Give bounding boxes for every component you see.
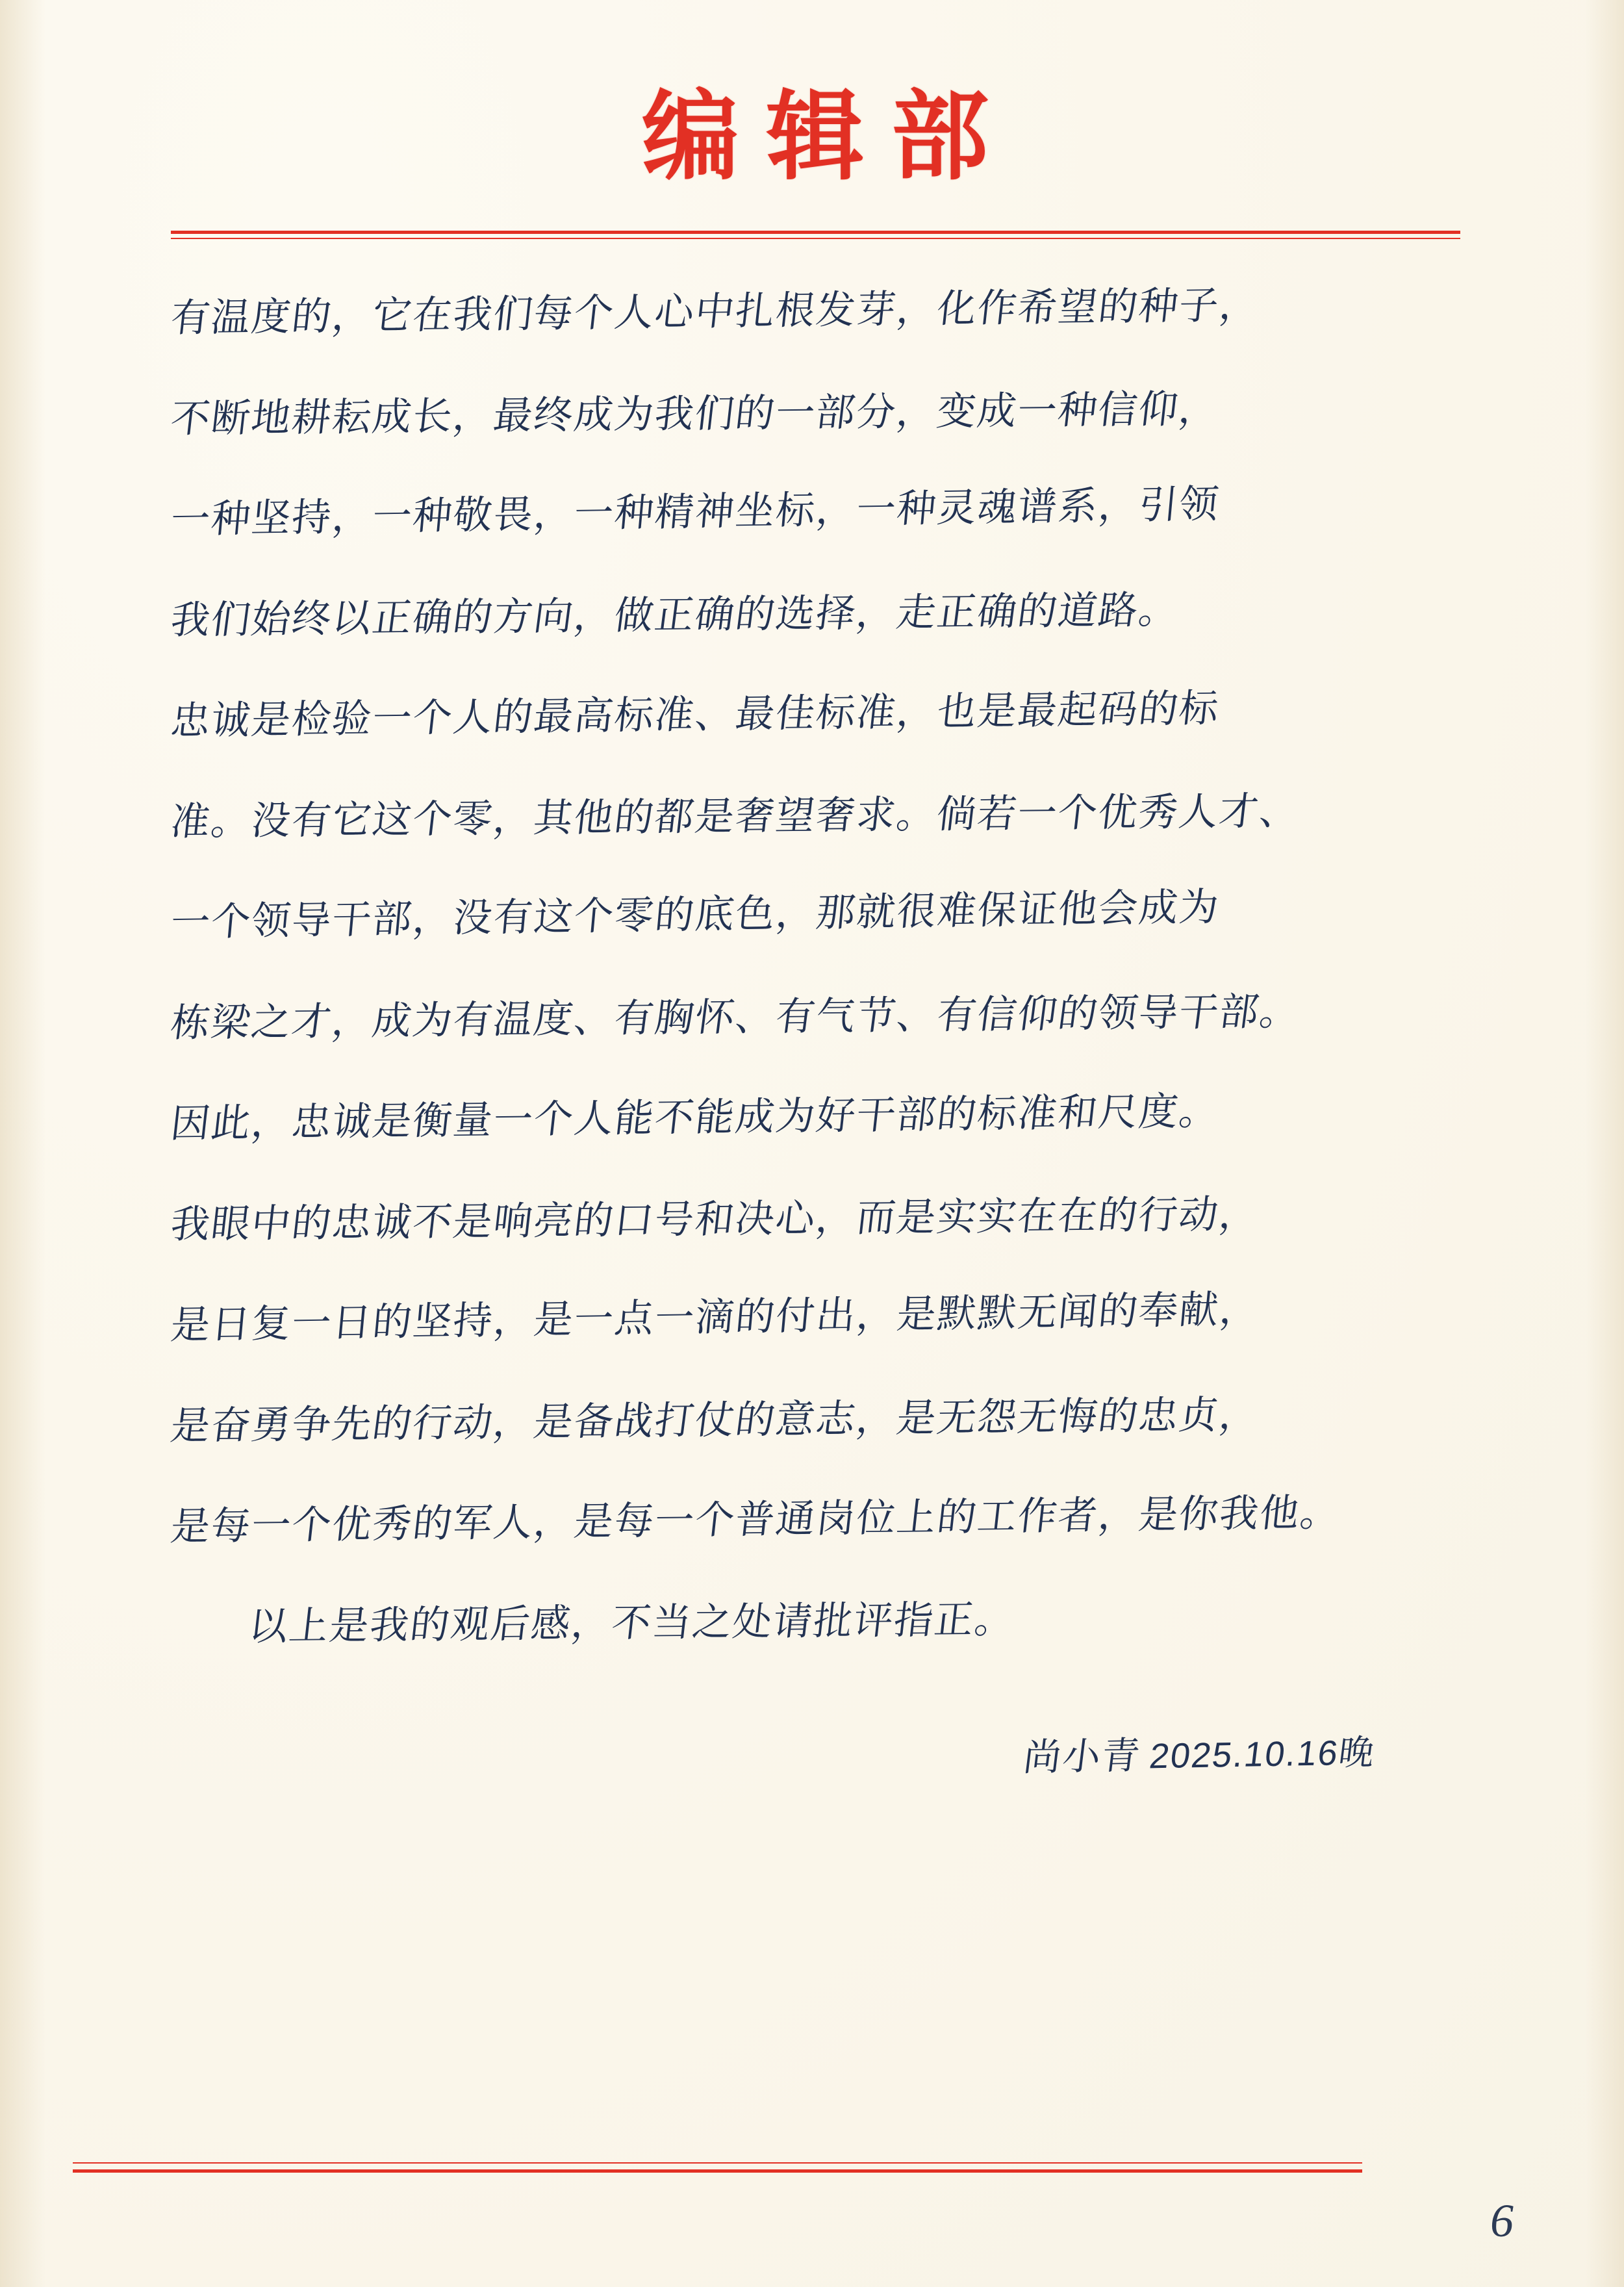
body-line: 准。没有它这个零，其他的都是奢望奢求。倘若一个优秀人才、 (168, 788, 1302, 845)
body-line: 是每一个优秀的军人，是每一个普通岗位上的工作者，是你我他。 (168, 1490, 1343, 1550)
body-line: 因此，忠诚是衡量一个人能不能成为好干部的标准和尺度。 (168, 1088, 1222, 1147)
header-divider (171, 231, 1460, 238)
body-line: 一种坚持，一种敬畏，一种精神坐标，一种灵魂谱系，引领 (168, 481, 1222, 543)
signature-row (171, 1724, 1460, 1778)
body-line: 一个领导干部，没有这个零的底色，那就很难保证他会成为 (168, 884, 1222, 945)
signature-date: 2025.10.16晚 (1147, 1733, 1378, 1776)
body-line: 不断地耕耘成长，最终成为我们的一部分，变成一种信仰， (168, 386, 1222, 442)
body-line: 是日复一日的坚持，是一点一滴的付出，是默默无闻的奉献， (168, 1286, 1262, 1348)
body-line: 是奋勇争先的行动，是备战打仗的意志，是无怨无悔的忠贞， (168, 1392, 1263, 1449)
body-line: 有温度的，它在我们每个人心中扎根发芽，化作希望的种子， (168, 282, 1262, 341)
body-line: 栋梁之才，成为有温度、有胸怀、有气节、有信仰的领导干部。 (168, 988, 1303, 1046)
page-content (97, 0, 1533, 2287)
page-number: 6 (1490, 2195, 1514, 2247)
signature-block (1021, 1720, 1379, 1781)
footer-divider (73, 2162, 1362, 2170)
page-title: 编辑部 (641, 84, 1016, 192)
body-line: 我眼中的忠诚不是响亮的口号和决心，而是实实在在的行动， (168, 1191, 1262, 1247)
footer-thick-rule (73, 2169, 1362, 2173)
body-line: 忠诚是检验一个人的最高标准、最佳标准，也是最起码的标 (168, 685, 1222, 744)
divider-thin-rule (171, 238, 1460, 239)
closing-line: 以上是我的观后感，不当之处请批评指正。 (246, 1596, 1017, 1650)
divider-thick-rule (171, 231, 1460, 234)
handwritten-body (168, 268, 1460, 1678)
body-line: 我们始终以正确的方向，做正确的选择，走正确的道路。 (168, 587, 1182, 643)
signature-name: 尚小青 (1021, 1733, 1144, 1780)
footer-thin-rule (73, 2162, 1362, 2164)
